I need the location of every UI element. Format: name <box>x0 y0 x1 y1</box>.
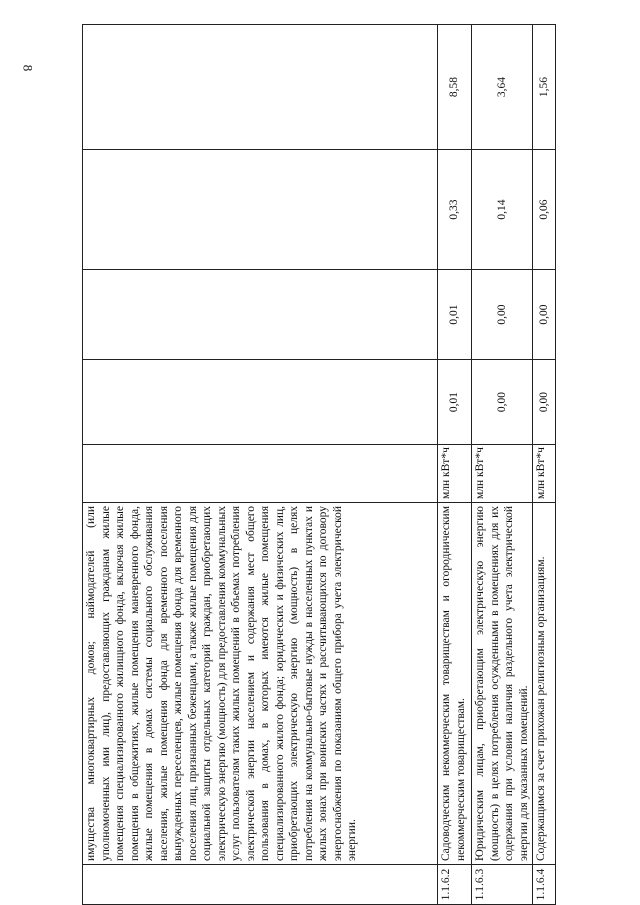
row-value-2: 0,00 <box>533 270 556 360</box>
row-value-1 <box>83 360 438 445</box>
row-value-2: 0,01 <box>438 270 472 360</box>
row-value-3: 0,33 <box>438 150 472 270</box>
table-row <box>83 25 438 905</box>
row-value-3 <box>83 150 438 270</box>
table-row <box>438 25 472 905</box>
row-value-4 <box>83 25 438 150</box>
row-value-4: 8,58 <box>438 25 472 150</box>
row-unit: млн кВт*ч <box>438 445 472 503</box>
row-value-1: 0,01 <box>438 360 472 445</box>
row-unit: млн кВт*ч <box>533 445 556 503</box>
row-description: Садоводческим некоммерческим товариществам и огородническим некоммерческим товариществам. <box>438 503 472 865</box>
row-value-2: 0,00 <box>472 270 533 360</box>
table-row <box>472 25 533 905</box>
row-unit <box>83 445 438 503</box>
row-number: 1.1.6.3 <box>472 865 533 905</box>
rotated-page-content <box>82 25 552 905</box>
row-number: 1.1.6.4 <box>533 865 556 905</box>
table-row <box>533 25 556 905</box>
row-number: 1.1.6.2 <box>438 865 472 905</box>
row-description: Юридическим лицам, приобретающим электрическую энергию (мощность) в целях потребления осужденными в помещениях для их содержания при условии наличия раздельного учета электрической энергии для указанных помещений. <box>472 503 533 865</box>
page-number: 8 <box>20 64 36 72</box>
row-description: имущества многоквартирных домов; наймодателей (или уполномоченных ими лиц), предоставляющих гражданам жилые помещения специализированного жилищного фонда, включая жилые помещения в общежитиях, жилые помещения маневренного фонда, жилые помещения в домах системы социального обслуживания населения, жилые помещения фонда для временного поселения вынужденных переселенцев, жилые помещения фонда для временного поселения лиц, признанных беженцами, а также жилые помещения для социальной защиты отдельных категорий граждан, приобретающих электрическую энергию (мощность) для предоставления коммунальных услуг пользователям таких жилых помещений в объемах потребления электрической энергии населением и содержания мест общего пользования в домах, в которых имеются жилые помещения специализированного жилого фонда; юридических и физических лиц, приобретающих электрическую энергию (мощность) в целях потребления на коммунально-бытовые нужды в населенных пунктах и жилых зонах при воинских частях и рассчитывающихся по договору энергоснабжения по показаниям общего прибора учета электрической энергии. <box>83 503 438 865</box>
row-description: Содержащимся за счет прихожан религиозным организациям. <box>533 503 556 865</box>
row-value-1: 0,00 <box>533 360 556 445</box>
row-number <box>83 865 438 905</box>
row-value-2 <box>83 270 438 360</box>
row-value-3: 0,14 <box>472 150 533 270</box>
row-value-1: 0,00 <box>472 360 533 445</box>
row-value-3: 0,06 <box>533 150 556 270</box>
tariff-volume-table <box>82 24 556 905</box>
row-value-4: 3,64 <box>472 25 533 150</box>
row-value-4: 1,56 <box>533 25 556 150</box>
row-unit: млн кВт*ч <box>472 445 533 503</box>
